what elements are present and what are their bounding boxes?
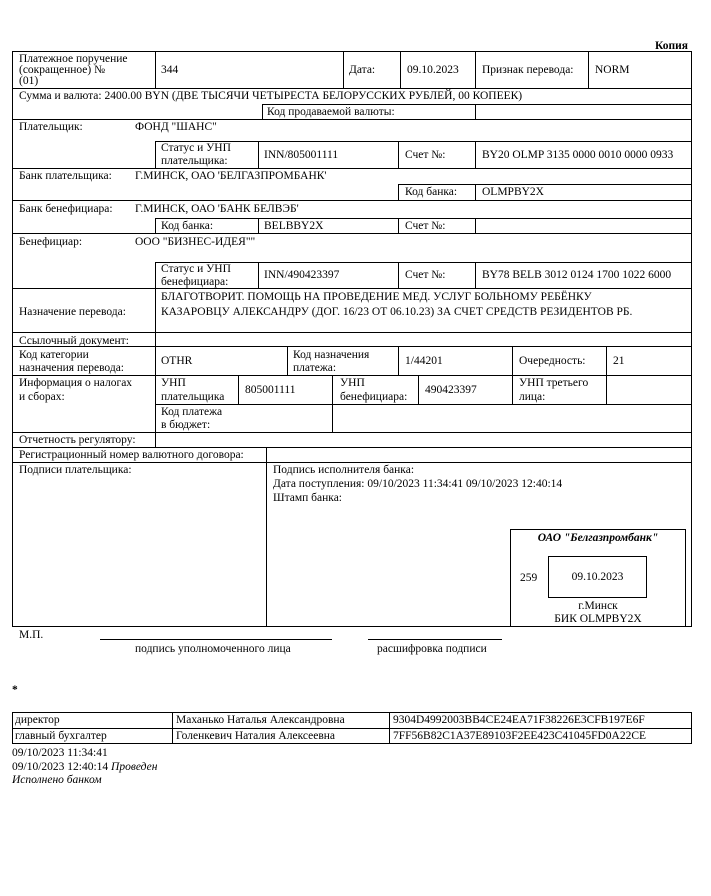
col-divider <box>418 375 419 404</box>
col-divider <box>512 375 513 404</box>
payer-account-label: Счет №: <box>405 149 446 161</box>
asterisk-note: * <box>12 684 18 696</box>
budget-code-label-2: в бюджет: <box>161 419 211 431</box>
decode-line <box>368 639 502 640</box>
payer-unp-label: УНП <box>161 377 186 389</box>
stamp-number: 259 <box>520 572 538 584</box>
stamp-date: 09.10.2023 <box>571 571 624 583</box>
col-divider <box>398 184 399 200</box>
purpose-line-1: БЛАГОТВОРИТ. ПОМОЩЬ НА ПРОВЕДЕНИЕ МЕД. УСЛУГ БОЛЬНОМУ РЕБЁНКУ <box>161 291 592 303</box>
purpose-code-label-2: платежа: <box>293 362 337 374</box>
col-divider <box>400 51 401 88</box>
row-divider <box>12 432 692 433</box>
row-divider <box>12 288 692 289</box>
order-title-line2: (сокращенное) № <box>19 64 106 76</box>
beneficiary-bank-code-label: Код банка: <box>161 220 214 232</box>
beneficiary-unp-label: УНП <box>340 377 365 389</box>
row-divider <box>12 200 692 201</box>
third-party-unp-label: УНП третьего <box>519 377 589 389</box>
received-date: Дата поступления: 09/10/2023 11:34:41 09/10/2023 12:40:14 <box>273 478 563 490</box>
col-divider <box>606 375 607 404</box>
beneficiary-account-label: Счет №: <box>405 269 446 281</box>
payer-bank-code: OLMPBY2X <box>482 186 544 198</box>
col-divider <box>155 262 156 288</box>
signer-hash: 9304D4992003BB4CE24EA71F38226E3CFB197E6F <box>393 714 645 726</box>
beneficiary-label: Бенефициар: <box>19 236 83 248</box>
col-divider <box>155 51 156 88</box>
beneficiary-account: BY78 BELB 3012 0124 1700 1022 6000 <box>482 269 672 281</box>
transfer-sign: NORM <box>595 64 630 76</box>
col-divider <box>155 432 156 447</box>
signer-role: главный бухгалтер <box>15 730 107 742</box>
row-divider <box>262 104 692 105</box>
beneficiary-bank-label: Банк бенефициара: <box>19 203 113 215</box>
row-divider <box>12 233 692 234</box>
payer-name: ФОНД "ШАНС" <box>135 121 217 133</box>
beneficiary-unp-label-2: бенефициара: <box>340 391 408 403</box>
row-divider <box>155 218 692 219</box>
col-divider <box>475 104 476 119</box>
col-divider <box>332 375 333 432</box>
col-divider <box>258 262 259 288</box>
col-divider <box>343 51 344 88</box>
priority-label: Очередность: <box>519 355 586 367</box>
col-divider <box>155 346 156 375</box>
transfer-sign-label: Признак перевода: <box>482 64 574 76</box>
signer-name: Голенкевич Наталия Алексеевна <box>176 730 336 742</box>
taxes-label-2: и сборах: <box>19 391 65 403</box>
stamp-city: г.Минск <box>578 600 618 612</box>
beneficiary-status-label-2: бенефициара: <box>161 276 229 288</box>
beneficiary-inn: INN/490423397 <box>264 269 340 281</box>
col-divider <box>475 218 476 233</box>
stamp-label: Штамп банка: <box>273 492 342 504</box>
signer-name: Маханько Наталья Александровна <box>176 714 345 726</box>
beneficiary-name: ООО "БИЗНЕС-ИДЕЯ"" <box>135 236 256 248</box>
payer-signatures-label: Подписи плательщика: <box>19 464 132 476</box>
col-divider <box>389 712 390 744</box>
row-divider <box>155 141 692 142</box>
col-divider <box>266 462 267 627</box>
col-divider <box>398 346 399 375</box>
amount-and-currency: Сумма и валюта: 2400.00 BYN (ДВЕ ТЫСЯЧИ ЧЕТЫРЕСТА БЕЛОРУССКИХ РУБЛЕЙ, 00 КОПЕЕК) <box>19 90 523 102</box>
signer-hash: 7FF56B82C1A37E89103F2EE423C41045FD0A22CE <box>393 730 647 742</box>
row-divider <box>155 404 692 405</box>
payer-bank-name: Г.МИНСК, ОАО 'БЕЛГАЗПРОМБАНК' <box>135 170 327 182</box>
col-divider <box>266 447 267 462</box>
col-divider <box>172 712 173 744</box>
payer-inn: INN/805001111 <box>264 149 339 161</box>
decode-caption: расшифровка подписи <box>377 643 487 655</box>
order-date: 09.10.2023 <box>407 64 459 76</box>
row-divider <box>12 88 692 89</box>
seal-place-label: М.П. <box>19 629 44 641</box>
currency-contract-label: Регистрационный номер валютного договора: <box>19 449 244 461</box>
row-divider <box>12 332 692 333</box>
budget-code-label: Код платежа <box>161 406 223 418</box>
reference-doc-label: Ссылочный документ: <box>19 335 129 347</box>
sold-currency-label: Код продаваемой валюты: <box>267 106 395 118</box>
signature-caption: подпись уполномоченного лица <box>135 643 291 655</box>
col-divider <box>475 184 476 200</box>
col-divider <box>606 346 607 375</box>
row-divider <box>12 728 692 729</box>
beneficiary-bank-name: Г.МИНСК, ОАО 'БАНК БЕЛВЭБ' <box>135 203 299 215</box>
col-divider <box>398 262 399 288</box>
col-divider <box>475 141 476 168</box>
log-line-1: 09/10/2023 11:34:41 <box>12 747 108 759</box>
row-divider <box>12 447 692 448</box>
stamp-bic: БИК OLMPBY2X <box>554 613 642 625</box>
third-party-unp-label-2: лица: <box>519 391 546 403</box>
log-line-2 <box>12 761 157 773</box>
beneficiary-status-label: Статус и УНП <box>161 263 231 275</box>
order-number: 344 <box>161 64 179 76</box>
signer-role: директор <box>15 714 60 726</box>
beneficiary-bank-code: BELBBY2X <box>264 220 324 232</box>
row-divider <box>155 262 692 263</box>
row-divider <box>12 375 692 376</box>
col-divider <box>475 51 476 88</box>
log-time: 09/10/2023 12:40:14 <box>12 761 109 773</box>
purpose-line-2: КАЗАРОВЦУ АЛЕКСАНДРУ (ДОГ. 16/23 ОТ 06.10.23) ЗА СЧЕТ СРЕДСТВ РЕЗИДЕНТОВ РБ. <box>161 306 633 318</box>
taxes-label: Информация о налогах <box>19 377 133 389</box>
col-divider <box>155 375 156 432</box>
purpose-code: 1/44201 <box>405 355 443 367</box>
payer-bank-label: Банк плательщика: <box>19 170 112 182</box>
col-divider <box>262 104 263 119</box>
bank-signature-label: Подпись исполнителя банка: <box>273 464 415 476</box>
signature-line <box>100 639 332 640</box>
payer-label: Плательщик: <box>19 121 83 133</box>
col-divider <box>588 51 589 88</box>
col-divider <box>258 141 259 168</box>
beneficiary-bank-account-label: Счет №: <box>405 220 446 232</box>
payer-bank-code-label: Код банка: <box>405 186 458 198</box>
stamp-bank-name: ОАО "Белгазпромбанк" <box>537 532 659 544</box>
col-divider <box>512 346 513 375</box>
purpose-code-label: Код назначения <box>293 349 370 361</box>
copy-label: Копия <box>655 40 688 52</box>
row-divider <box>12 168 692 169</box>
payer-status-label: Статус и УНП <box>161 142 231 154</box>
col-divider <box>155 141 156 168</box>
col-divider <box>155 288 156 346</box>
payer-status-label-2: плательщика: <box>161 155 228 167</box>
col-divider <box>475 262 476 288</box>
category-value: OTHR <box>161 355 193 367</box>
payer-account: BY20 OLMP 3135 0000 0010 0000 0933 <box>482 149 674 161</box>
priority: 21 <box>613 355 625 367</box>
payer-unp: 805001111 <box>245 384 296 396</box>
order-title-line3: (01) <box>19 75 39 87</box>
row-divider <box>398 184 692 185</box>
regulator-label: Отчетность регулятору: <box>19 434 136 446</box>
beneficiary-unp: 490423397 <box>425 384 477 396</box>
log-status: Проведен <box>111 761 158 773</box>
col-divider <box>398 141 399 168</box>
col-divider <box>287 346 288 375</box>
order-title-line1: Платежное поручение <box>19 53 128 65</box>
category-label: Код категории <box>19 349 89 361</box>
log-line-3: Исполнено банком <box>12 774 102 786</box>
col-divider <box>238 375 239 404</box>
category-label-2: назначения перевода: <box>19 362 124 374</box>
col-divider <box>155 218 156 233</box>
purpose-label: Назначение перевода: <box>19 306 126 318</box>
row-divider <box>12 119 692 120</box>
row-divider <box>12 462 692 463</box>
date-label: Дата: <box>349 64 376 76</box>
payer-unp-label-2: плательщика <box>161 391 225 403</box>
col-divider <box>258 218 259 233</box>
col-divider <box>398 218 399 233</box>
